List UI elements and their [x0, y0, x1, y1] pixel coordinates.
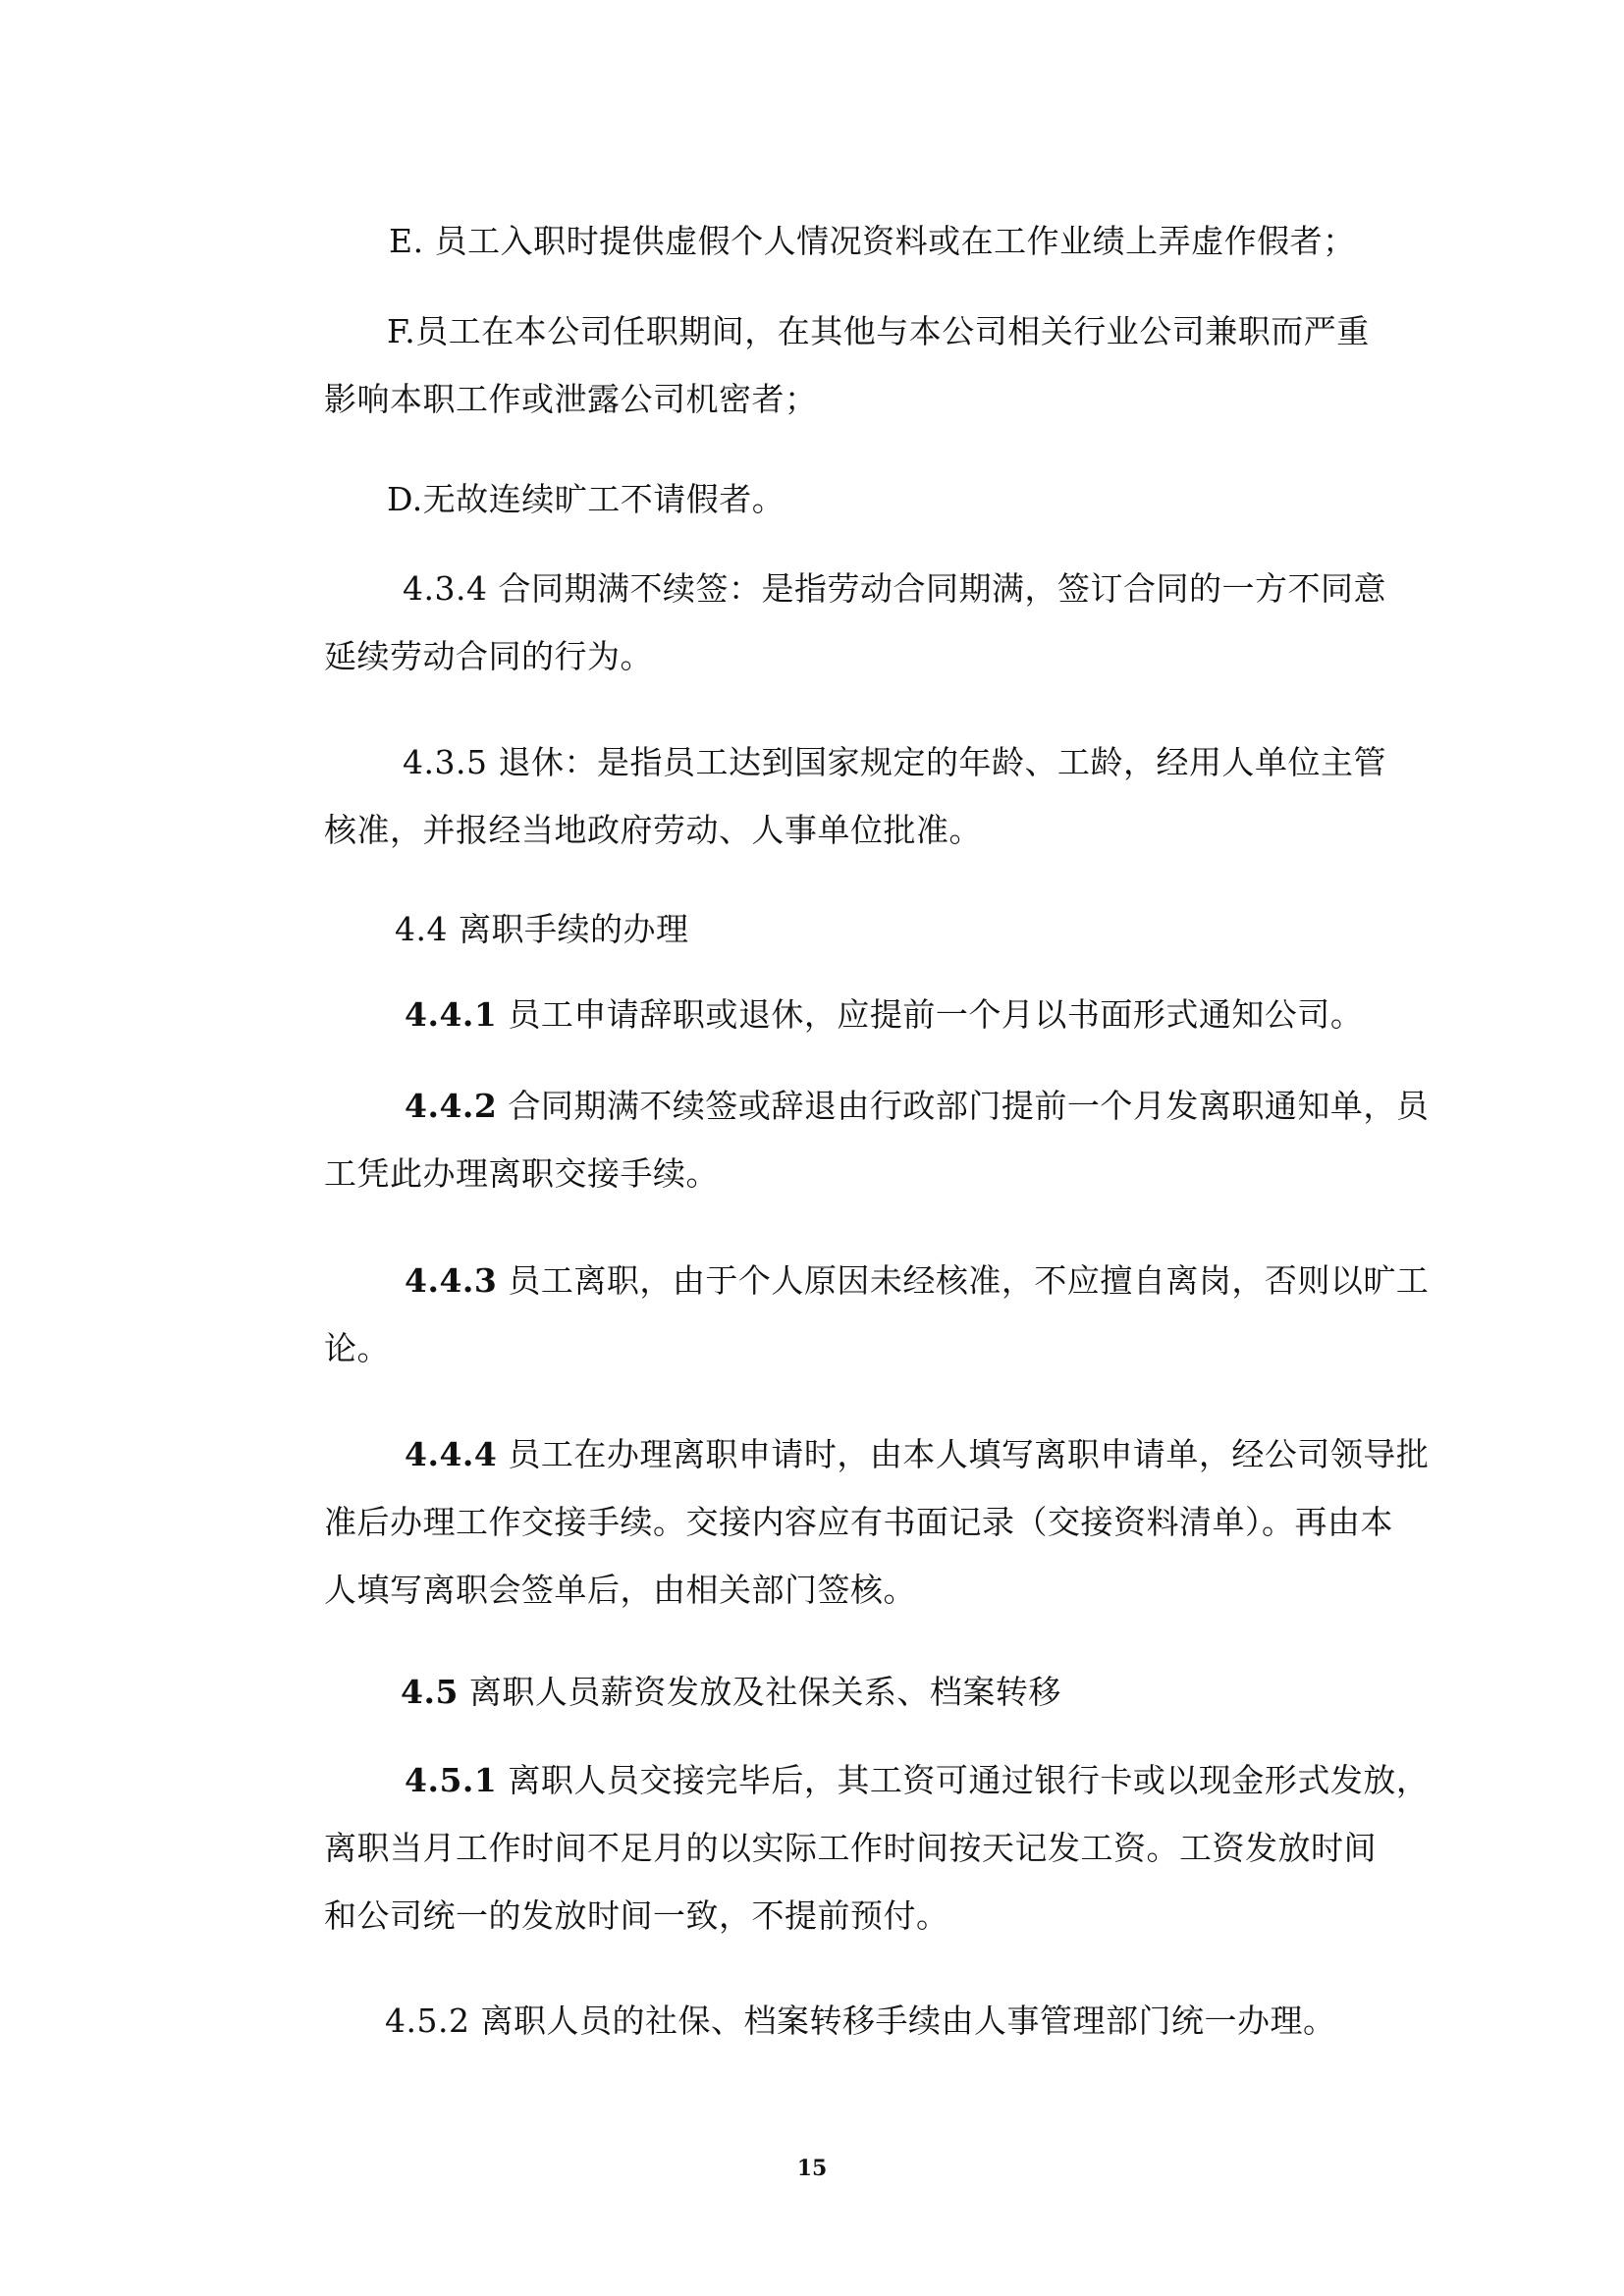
- paragraph-f: [324, 297, 1384, 433]
- section-4-5-heading: [324, 1658, 1384, 1726]
- section-4-4-3: [324, 1247, 1430, 1382]
- paragraph-line: 人填写离职会签单后，由相关部门签核。: [324, 1571, 916, 1609]
- section-number: 4.4.2: [405, 1087, 498, 1125]
- paragraph-e: [324, 207, 1384, 275]
- paragraph-line: 延续劳动合同的行为。: [324, 637, 653, 675]
- paragraph-line: 4.5.2 离职人员的社保、档案转移手续由人事管理部门统一办理。: [385, 2002, 1336, 2040]
- paragraph-line: 离职当月工作时间不足月的以实际工作时间按天记发工资。工资发放时间: [324, 1829, 1377, 1867]
- paragraph-line: 影响本职工作或泄露公司机密者；: [324, 380, 818, 418]
- paragraph-line: 4.4.4 员工在办理离职申请时，由本人填写离职申请单，经公司领导批: [405, 1435, 1430, 1473]
- section-number: 4.4.1: [405, 995, 498, 1034]
- page-number: 15: [796, 2156, 828, 2181]
- section-4-5-2: [324, 1987, 1384, 2055]
- section-4-4-1: [324, 981, 1384, 1048]
- section-number: 4.5: [401, 1673, 459, 1711]
- paragraph-line: 准后办理工作交接手续。交接内容应有书面记录（交接资料清单）。再由本: [324, 1503, 1393, 1541]
- paragraph-line: 4.3.5 退休：是指员工达到国家规定的年龄、工龄，经用人单位主管: [403, 743, 1386, 781]
- section-number: 4.4.4: [405, 1435, 498, 1473]
- paragraph-line: 4.3.4 合同期满不续签：是指劳动合同期满，签订合同的一方不同意: [403, 569, 1386, 608]
- section-4-5-1: [324, 1746, 1430, 1949]
- paragraph-line: 工凭此办理离职交接手续。: [324, 1154, 719, 1193]
- paragraph-line: 核准，并报经当地政府劳动、人事单位批准。: [324, 811, 982, 849]
- paragraph-line: 4.4.1 员工申请辞职或退休，应提前一个月以书面形式通知公司。: [405, 995, 1364, 1034]
- section-4-4-heading: [324, 895, 1384, 963]
- paragraph-d: [324, 465, 1384, 533]
- section-4-3-5: [324, 728, 1384, 864]
- section-4-4-2: [324, 1072, 1430, 1207]
- paragraph-line: 4.4 离职手续的办理: [395, 910, 689, 948]
- paragraph-line: 4.5.1 离职人员交接完毕后，其工资可通过银行卡或以现金形式发放，: [405, 1761, 1430, 1799]
- paragraph-line: 4.4.3 员工离职，由于个人原因未经核准，不应擅自离岗，否则以旷工: [405, 1261, 1430, 1300]
- paragraph-line: D.无故连续旷工不请假者。: [387, 480, 785, 518]
- section-number: 4.4.3: [405, 1261, 498, 1300]
- section-4-3-4: [324, 555, 1384, 690]
- paragraph-line: 论。: [324, 1329, 390, 1367]
- paragraph-line: F.员工在本公司任职期间，在其他与本公司相关行业公司兼职而严重: [387, 312, 1370, 350]
- section-4-4-4: [324, 1420, 1430, 1624]
- paragraph-line: 和公司统一的发放时间一致，不提前预付。: [324, 1896, 949, 1935]
- paragraph-line: E. 员工入职时提供虚假个人情况资料或在工作业绩上弄虚作假者；: [389, 222, 1356, 260]
- paragraph-line: 4.4.2 合同期满不续签或辞退由行政部门提前一个月发离职通知单，员: [405, 1087, 1430, 1125]
- paragraph-line: 4.5 离职人员薪资发放及社保关系、档案转移: [401, 1673, 1061, 1711]
- section-number: 4.5.1: [405, 1761, 498, 1799]
